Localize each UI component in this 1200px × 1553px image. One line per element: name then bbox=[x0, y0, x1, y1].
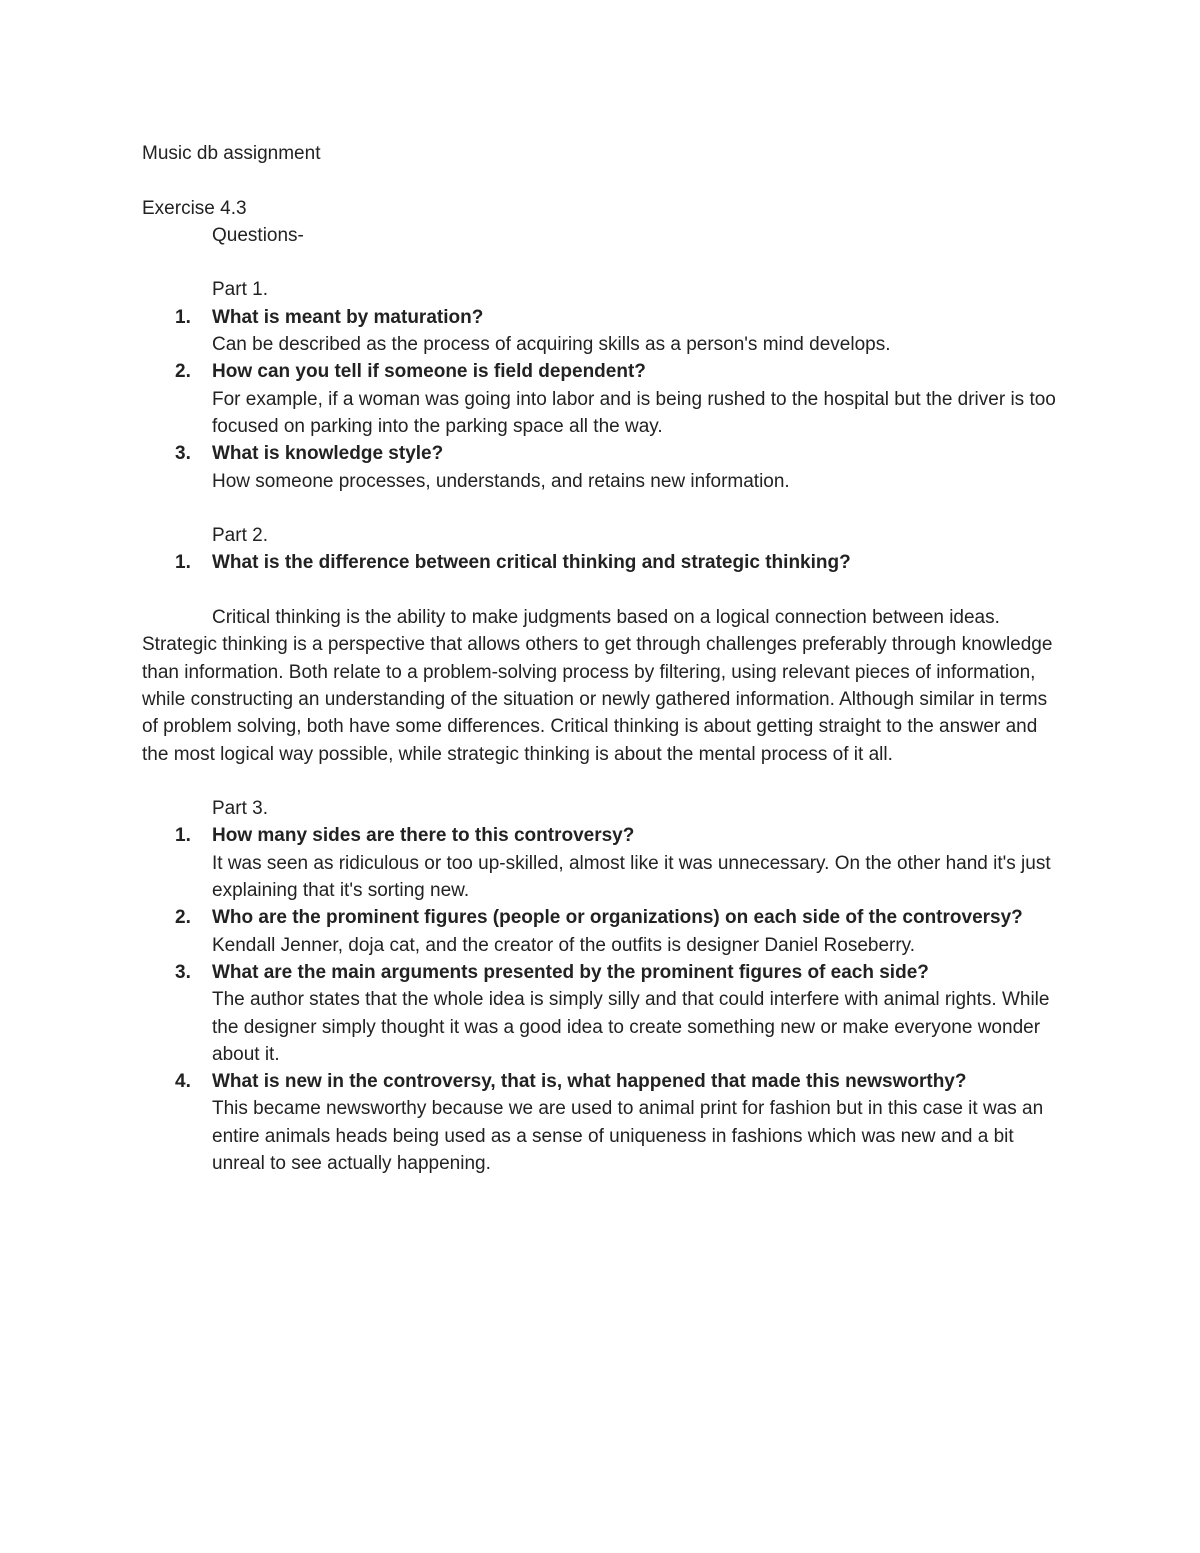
question-text: What is new in the controversy, that is, what happened that made this newsworthy? bbox=[212, 1071, 967, 1093]
question-text: How many sides are there to this controversy? bbox=[212, 825, 635, 847]
item-number: 2. bbox=[175, 361, 191, 383]
question-text: How can you tell if someone is field dependent? bbox=[212, 361, 646, 383]
answer-text: The author states that the whole idea is simply silly and that could interfere with animal rights. While the designer simply thought it was a good idea to create something new or make everyone wonder about it. bbox=[212, 989, 1050, 1065]
document-title: Music db assignment bbox=[142, 143, 321, 164]
part2-label: Part 2. bbox=[212, 525, 268, 547]
part1-question-list bbox=[142, 304, 1062, 495]
item-number: 4. bbox=[175, 1071, 191, 1093]
spacer bbox=[142, 167, 1062, 194]
spacer bbox=[142, 768, 1062, 795]
answer-text: This became newsworthy because we are used to animal print for fashion but in this case it was an entire animals heads being used as a sense of uniqueness in fashions which was new and a bit unreal to see actually happening. bbox=[212, 1098, 1044, 1174]
item-number: 1. bbox=[175, 306, 191, 328]
essay-paragraph: Critical thinking is the ability to make judgments based on a logical connection between ideas. Strategic thinking is a perspective that allows others to get through challenges preferably through knowledge than information. Both relate to a problem-solving process by filtering, using relevant pieces of information, while constructing an understanding of the situation or newly gathered information. Although similar in terms of problem solving, both have some differences. Critical thinking is about getting straight to the answer and the most logical way possible, while strategic thinking is about the mental process of it all. bbox=[142, 607, 1053, 765]
answer-text: It was seen as ridiculous or too up-skilled, almost like it was unnecessary. On the other hand it's just explaining that it's sorting new. bbox=[212, 852, 1051, 902]
question-text: Who are the prominent figures (people or organizations) on each side of the controversy? bbox=[212, 907, 1023, 929]
list-item bbox=[142, 959, 1062, 1068]
exercise-heading: Exercise 4.3 bbox=[142, 197, 247, 219]
list-item bbox=[142, 822, 1062, 904]
questions-label: Questions- bbox=[212, 224, 304, 246]
part1-label: Part 1. bbox=[212, 279, 268, 301]
question-text: What is meant by maturation? bbox=[212, 306, 484, 328]
answer-text: Kendall Jenner, doja cat, and the creator of the outfits is designer Daniel Roseberry. bbox=[212, 934, 916, 956]
part3-label: Part 3. bbox=[212, 798, 268, 820]
question-text: What are the main arguments presented by the prominent figures of each side? bbox=[212, 961, 929, 983]
answer-text: How someone processes, understands, and retains new information. bbox=[212, 470, 790, 492]
answer-text: For example, if a woman was going into labor and is being rushed to the hospital but the driver is too focused on parking into the parking space all the way. bbox=[212, 388, 1056, 437]
list-item bbox=[142, 904, 1062, 959]
spacer bbox=[142, 249, 1062, 276]
item-number: 3. bbox=[175, 443, 191, 465]
answer-text: Can be described as the process of acquiring skills as a person's mind develops. bbox=[212, 334, 891, 356]
question-text: What is knowledge style? bbox=[212, 443, 444, 465]
spacer bbox=[142, 577, 1062, 604]
list-item bbox=[142, 440, 1062, 495]
list-item bbox=[142, 304, 1062, 359]
part2-question-list bbox=[142, 549, 1062, 576]
spacer bbox=[142, 495, 1062, 522]
document-page bbox=[142, 140, 1062, 1177]
item-number: 2. bbox=[175, 907, 191, 929]
part3-question-list bbox=[142, 822, 1062, 1177]
list-item bbox=[142, 549, 1062, 576]
item-number: 3. bbox=[175, 961, 191, 983]
list-item bbox=[142, 1068, 1062, 1177]
list-item bbox=[142, 358, 1062, 440]
question-text: What is the difference between critical thinking and strategic thinking? bbox=[212, 552, 851, 574]
item-number: 1. bbox=[175, 552, 191, 574]
item-number: 1. bbox=[175, 825, 191, 847]
